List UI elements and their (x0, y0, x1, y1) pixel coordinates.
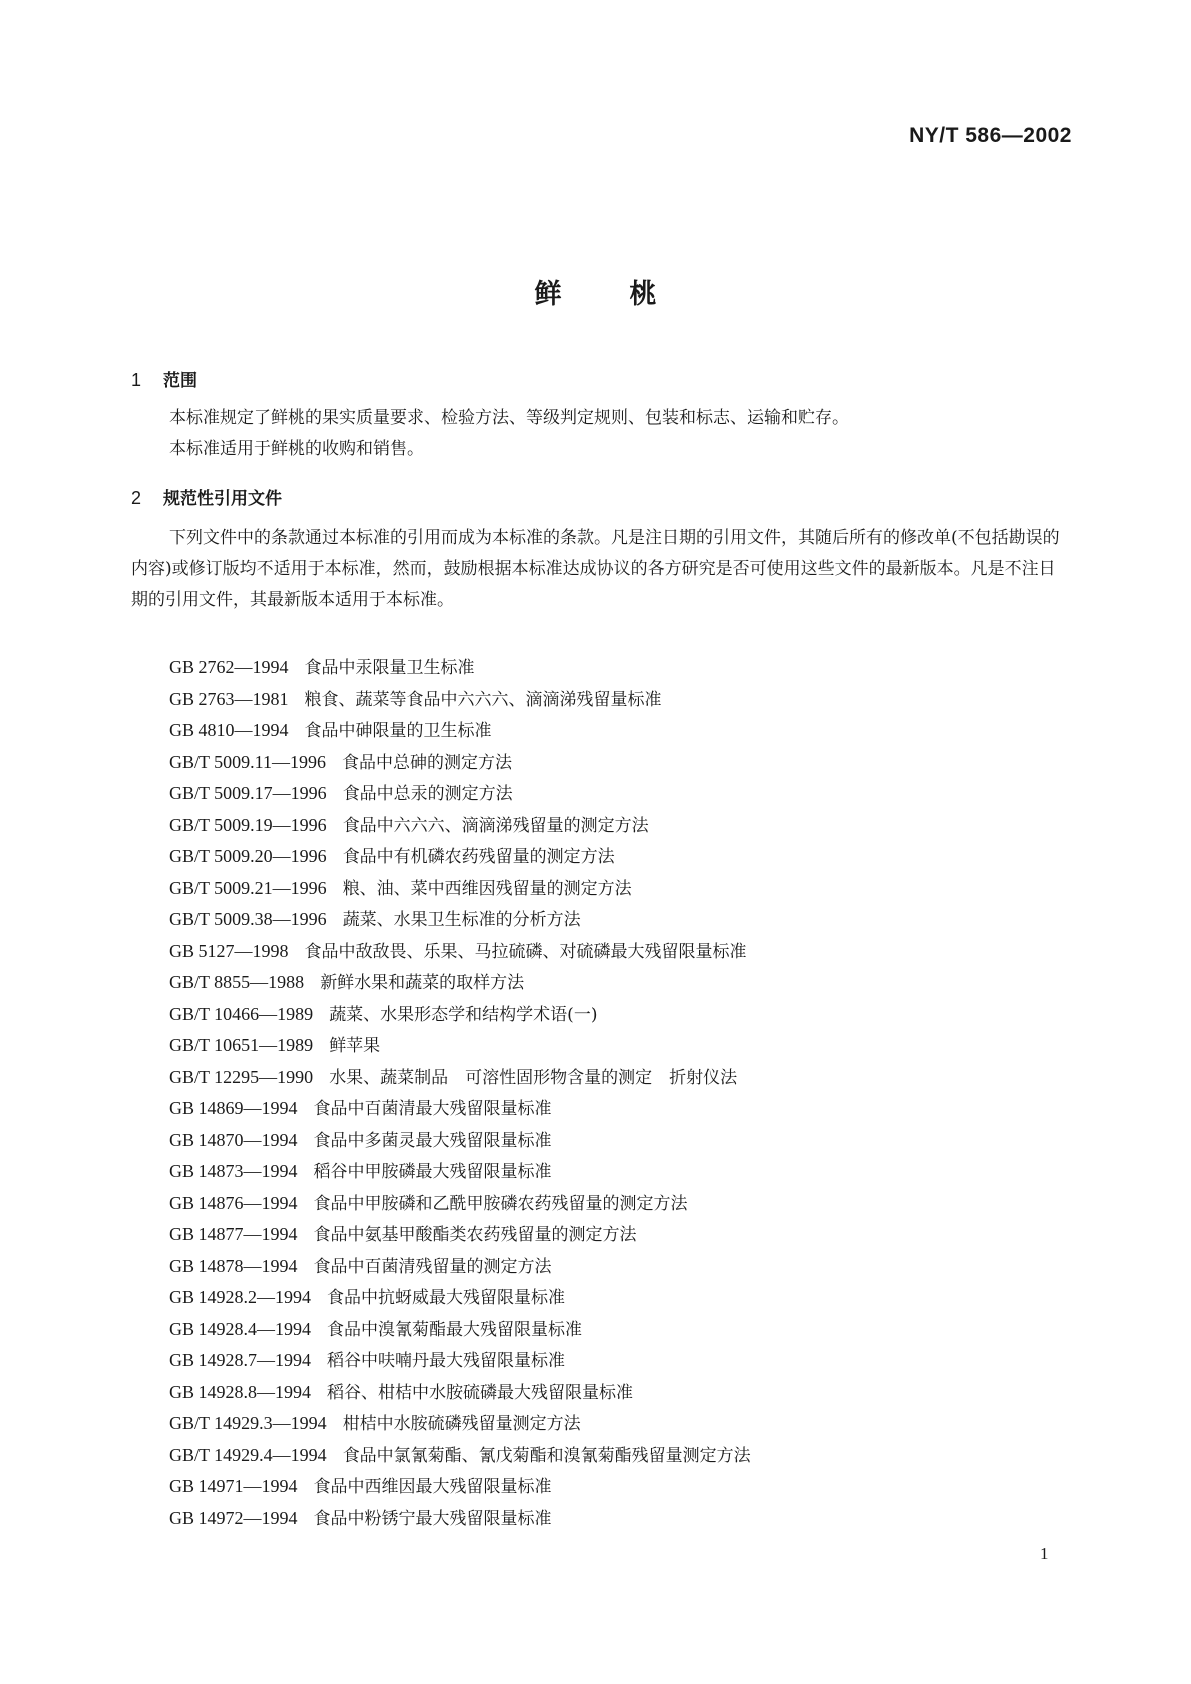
reference-title: 食品中总砷的测定方法 (342, 752, 513, 773)
section-2-intro-paragraph: 下列文件中的条款通过本标准的引用而成为本标准的条款。凡是注日期的引用文件，其随后所有的修改单(不包括勘误的内容)或修订版均不适用于本标准，然而，鼓励根据本标准达成协议的各方研究是否可使用这些文件的最新版本。凡是不注日期的引用文件，其最新版本适用于本标准。 (131, 528, 1060, 610)
reference-title: 食品中汞限量卫生标准 (304, 658, 475, 678)
reference-code: GB 5127—1998 (169, 940, 289, 961)
reference-item (169, 810, 751, 842)
reference-item (169, 1377, 751, 1409)
reference-code: GB 14869—1994 (169, 1098, 298, 1118)
section-1-title: 范围 (163, 371, 197, 391)
reference-item (169, 1471, 751, 1503)
reference-title: 食品中敌敌畏、乐果、马拉硫磷、对硫磷最大残留限量标准 (304, 941, 747, 962)
section-1-paragraph: 本标准规定了鲜桃的果实质量要求、检验方法、等级判定规则、包装和标志、运输和贮存。 (169, 408, 849, 428)
reference-item (169, 1345, 751, 1377)
reference-code: GB/T 5009.11—1996 (169, 751, 327, 772)
reference-code: GB 14928.8—1994 (169, 1381, 312, 1402)
reference-code: GB 14928.2—1994 (169, 1287, 312, 1307)
reference-item (169, 1251, 751, 1283)
section-2-intro (131, 523, 1066, 616)
reference-code: GB 14876—1994 (169, 1192, 298, 1213)
reference-item (169, 652, 751, 684)
reference-title: 食品中有机磷农药残留量的测定方法 (342, 847, 615, 867)
standard-number: NY/T 586—2002 (909, 124, 1072, 147)
page-number: 1 (1040, 1544, 1049, 1563)
reference-code: GB/T 10651—1989 (169, 1035, 314, 1055)
section-1-heading (131, 366, 197, 391)
reference-title: 食品中西维因最大残留限量标准 (313, 1477, 552, 1497)
section-2-title: 规范性引用文件 (163, 489, 282, 509)
reference-item (169, 684, 751, 716)
reference-code: GB 4810—1994 (169, 720, 289, 740)
section-1-paragraph: 本标准适用于鲜桃的收购和销售。 (169, 439, 424, 459)
reference-item (169, 967, 751, 999)
reference-title: 食品中氯氰菊酯、氰戊菊酯和溴氰菊酯残留量测定方法 (342, 1445, 751, 1466)
reference-title: 食品中百菌清最大残留限量标准 (313, 1099, 552, 1119)
reference-code: GB 14877—1994 (169, 1224, 298, 1244)
reference-code: GB/T 5009.20—1996 (169, 846, 327, 866)
reference-title: 食品中六六六、滴滴涕残留量的测定方法 (342, 815, 649, 836)
reference-item (169, 778, 751, 810)
reference-code: GB/T 5009.19—1996 (169, 814, 327, 835)
reference-item (169, 1093, 751, 1125)
reference-code: GB/T 5009.38—1996 (169, 909, 327, 929)
reference-title: 食品中抗蚜威最大残留限量标准 (327, 1288, 566, 1308)
reference-item (169, 1188, 751, 1220)
reference-title: 稻谷、柑桔中水胺硫磷最大残留限量标准 (327, 1382, 634, 1403)
reference-title: 蔬菜、水果卫生标准的分析方法 (342, 910, 581, 930)
reference-title: 食品中多菌灵最大残留限量标准 (313, 1130, 552, 1151)
reference-item (169, 1030, 751, 1062)
document-title (0, 272, 1191, 311)
reference-title: 食品中砷限量的卫生标准 (304, 721, 492, 741)
reference-item (169, 1314, 751, 1346)
reference-title: 蔬菜、水果形态学和结构学术语(一) (329, 1004, 598, 1025)
section-2-number: 2 (131, 488, 142, 508)
reference-code: GB/T 12295—1990 (169, 1066, 314, 1087)
reference-item (169, 1282, 751, 1314)
reference-title: 食品中百菌清残留量的测定方法 (313, 1256, 552, 1277)
reference-item (169, 1408, 751, 1440)
reference-item (169, 873, 751, 905)
section-2-heading (131, 484, 282, 509)
reference-item (169, 715, 751, 747)
reference-item (169, 1219, 751, 1251)
reference-title: 柑桔中水胺硫磷残留量测定方法 (342, 1414, 581, 1434)
title-part-1: 鲜 (534, 279, 562, 310)
section-1-body (131, 403, 1066, 465)
reference-item (169, 1125, 751, 1157)
reference-code: GB/T 14929.3—1994 (169, 1413, 327, 1433)
reference-code: GB/T 5009.17—1996 (169, 783, 327, 803)
reference-title: 食品中溴氰菊酯最大残留限量标准 (327, 1319, 583, 1340)
reference-code: GB 2762—1994 (169, 657, 289, 677)
reference-code: GB 14928.4—1994 (169, 1318, 312, 1339)
reference-item (169, 1156, 751, 1188)
reference-title: 粮、油、菜中西维因残留量的测定方法 (342, 878, 632, 899)
reference-code: GB 14972—1994 (169, 1507, 298, 1528)
reference-title: 稻谷中甲胺磷最大残留限量标准 (313, 1162, 552, 1182)
title-part-2: 桃 (629, 279, 657, 310)
reference-code: GB 2763—1981 (169, 688, 289, 709)
reference-code: GB 14971—1994 (169, 1476, 298, 1496)
reference-item (169, 1440, 751, 1472)
reference-title: 鲜苹果 (329, 1036, 381, 1056)
reference-title: 粮食、蔬菜等食品中六六六、滴滴涕残留量标准 (304, 689, 662, 710)
reference-item (169, 841, 751, 873)
reference-code: GB 14873—1994 (169, 1161, 298, 1181)
reference-title: 食品中甲胺磷和乙酰甲胺磷农药残留量的测定方法 (313, 1193, 688, 1214)
reference-item (169, 904, 751, 936)
reference-code: GB 14878—1994 (169, 1255, 298, 1276)
reference-title: 稻谷中呋喃丹最大残留限量标准 (327, 1351, 566, 1371)
reference-list (169, 652, 751, 1534)
reference-title: 食品中总汞的测定方法 (342, 784, 513, 804)
reference-item (169, 999, 751, 1031)
reference-title: 食品中氨基甲酸酯类农药残留量的测定方法 (313, 1225, 637, 1245)
reference-code: GB 14928.7—1994 (169, 1350, 312, 1370)
reference-title: 新鲜水果和蔬菜的取样方法 (320, 973, 525, 993)
reference-code: GB/T 10466—1989 (169, 1003, 314, 1024)
reference-code: GB/T 5009.21—1996 (169, 877, 327, 898)
section-1-number: 1 (131, 370, 142, 390)
reference-item (169, 1503, 751, 1535)
reference-title: 水果、蔬菜制品 可溶性固形物含量的测定 折射仪法 (329, 1067, 738, 1088)
reference-title: 食品中粉锈宁最大残留限量标准 (313, 1508, 552, 1529)
reference-item (169, 747, 751, 779)
reference-code: GB 14870—1994 (169, 1129, 298, 1150)
reference-item (169, 1062, 751, 1094)
reference-code: GB/T 14929.4—1994 (169, 1444, 327, 1465)
reference-code: GB/T 8855—1988 (169, 972, 305, 992)
reference-item (169, 936, 751, 968)
